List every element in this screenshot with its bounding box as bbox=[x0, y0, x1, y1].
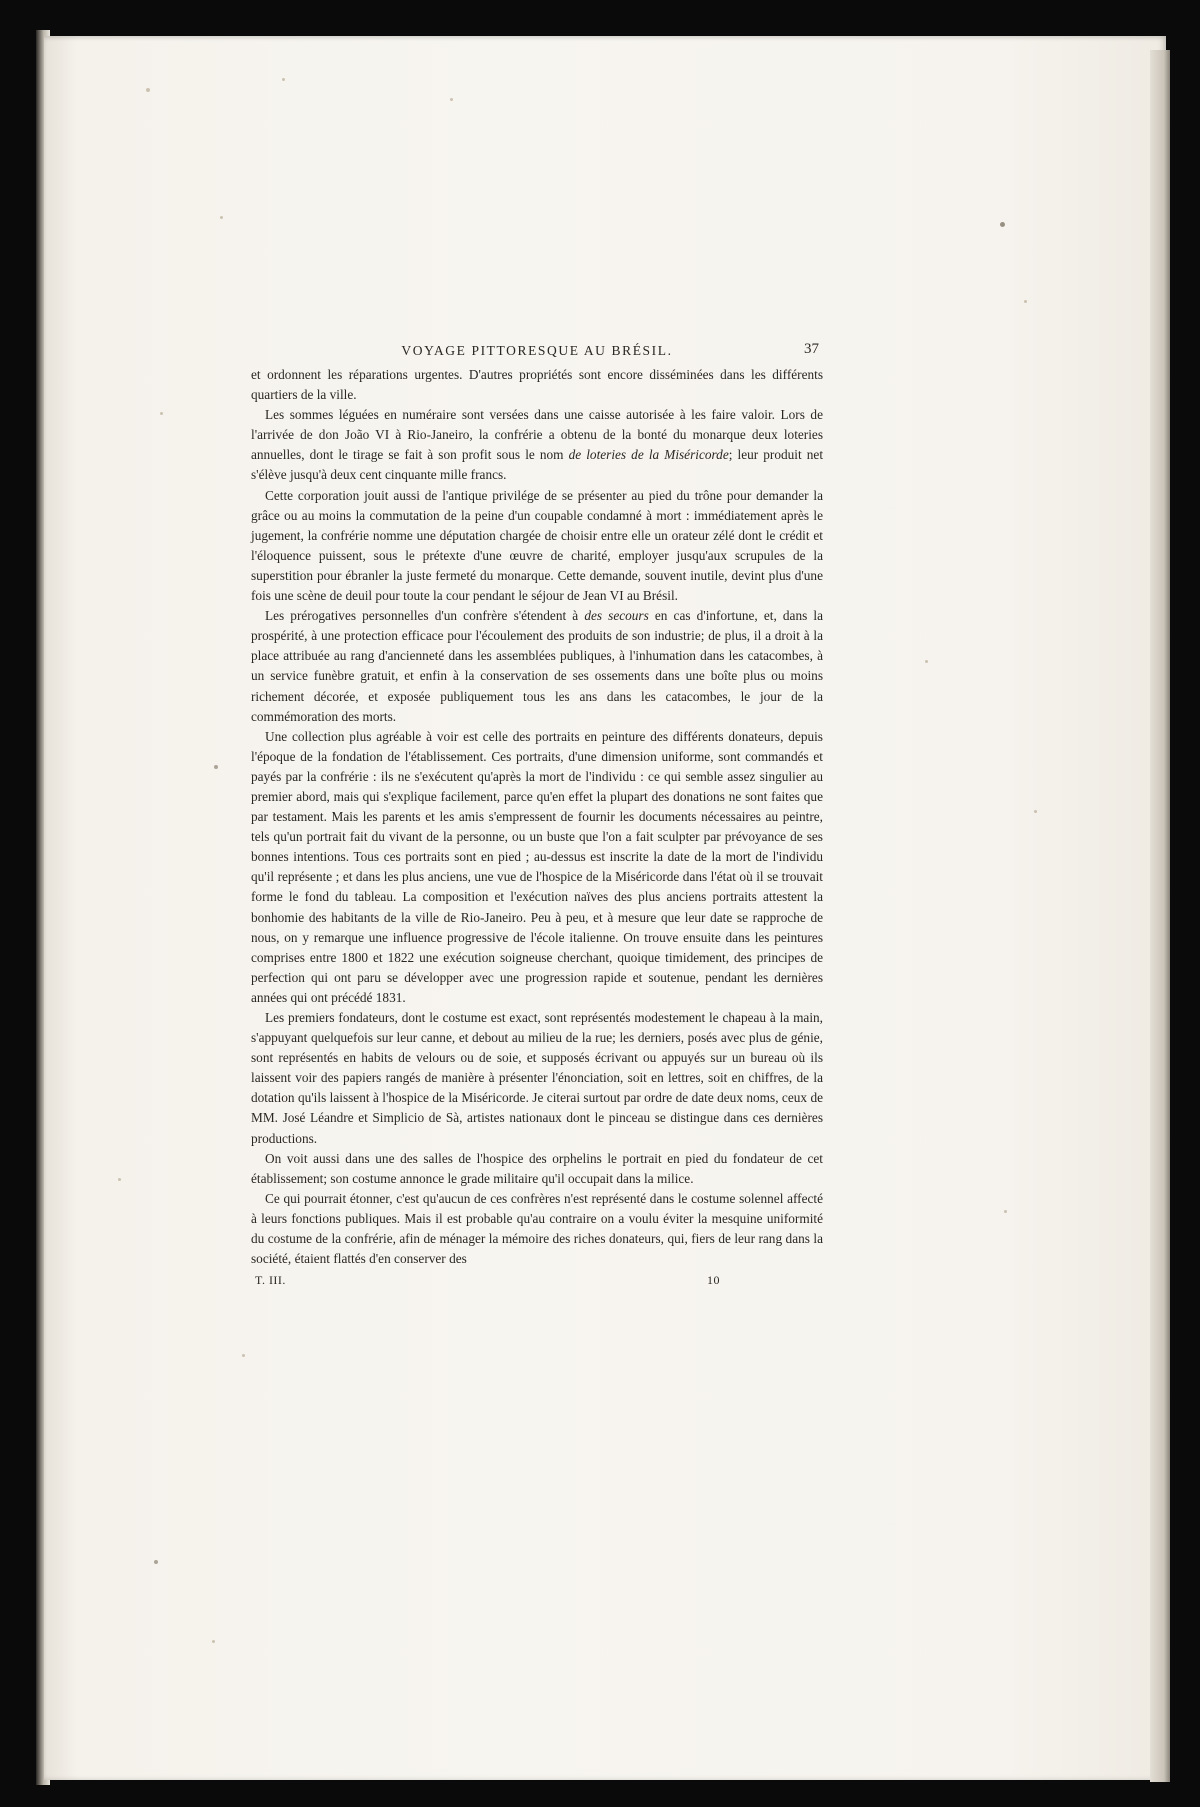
foxing-spot bbox=[1000, 222, 1005, 227]
paragraph bbox=[251, 365, 823, 405]
foxing-spot bbox=[160, 412, 163, 415]
foxing-spot bbox=[242, 1354, 245, 1357]
italic-phrase: des secours bbox=[584, 608, 649, 624]
gathering-signature: 10 bbox=[707, 1273, 720, 1288]
foxing-spot bbox=[154, 1560, 158, 1564]
paragraph bbox=[251, 405, 823, 485]
paragraph bbox=[251, 1189, 823, 1269]
paragraph bbox=[251, 1008, 823, 1149]
foxing-spot bbox=[212, 1640, 215, 1643]
page-fore-edge bbox=[1150, 50, 1170, 1782]
page-footer bbox=[251, 1273, 823, 1293]
paragraph bbox=[251, 606, 823, 727]
running-title: VOYAGE PITTORESQUE AU BRÉSIL. bbox=[401, 343, 673, 358]
paragraph-text: Ce qui pourrait étonner, c'est qu'aucun de ces confrères n'est représenté dans le costume solennel affecté à leurs fonctions publiques. Mais il est probable qu'au contraire on a voulu éviter la mesquine uniformité du costume de la confrérie, afin de ménager la mémoire des riches donateurs, qui, fiers de leur rang dans la société, étaient flattés d'en conserver des bbox=[251, 1190, 823, 1267]
running-head bbox=[251, 343, 823, 365]
text-block bbox=[251, 343, 823, 1293]
paragraph-text: Les sommes léguées en numéraire sont versées dans une caisse autorisée à les faire valoir. Lors de l'arrivée de don João VI à Rio-Janeiro, la confrérie a obtenu de la bonté du monarque deux loteries annuelles, dont le tirage se fait à son profit sous le nom bbox=[251, 407, 823, 463]
paragraph-text: On voit aussi dans une des salles de l'hospice des orphelins le portrait en pied du fondateur de cet établissement; son costume annonce le grade militaire qu'il occupait dans la milice. bbox=[251, 1150, 823, 1186]
paragraph-text: et ordonnent les réparations urgentes. D'autres propriétés sont encore disséminées dans les différents quartiers de la ville. bbox=[251, 367, 823, 403]
foxing-spot bbox=[282, 78, 285, 81]
foxing-spot bbox=[925, 660, 928, 663]
paragraph-text: en cas d'infortune, et, dans la prospérité, à une protection efficace pour l'écoulement des produits de son industrie; de plus, il a droit à la place attribuée au rang d'ancienneté dans les assemblées publiques, à l'inhumation dans les catacombes, à un service funèbre gratuit, et enfin à la conservation de ses ossements dans une boîte plus ou moins richement décorée, et exposée publiquement tous les ans dans les catacombes, le jour de la commémoration des morts. bbox=[251, 608, 823, 724]
paragraph-text: Une collection plus agréable à voir est celle des portraits en peinture des différents donateurs, depuis l'époque de la fondation de l'établissement. Ces portraits, d'une dimension uniforme, sont commandés et payés par la confrérie : ils ne s'exécutent qu'après la mort de l'individu : ce qui semble assez singulier au premier abord, mais qui s'explique facilement, parce qu'en effet la plupart des donations ne sont faites que par testament. Mais les parents et les amis s'empressent de fournir les documents nécessaires au peintre, tels qu'un portrait fait du vivant de la personne, ou un buste que l'on a fait sculpter par prévoyance de ses bonnes intentions. Tous ces portraits sont en pied ; au-dessus est inscrite la date de la mort de l'individu qu'il représente ; et dans les plus anciens, une vue de l'hospice de la Miséricorde dans l'état où il se trouvait forme le fond du tableau. La composition et l'exécution naïves des plus anciens portraits attestent la bonhomie des habitants de la ville de Rio-Janeiro. Peu à peu, et à mesure que leur date se rapproche de nous, on y remarque une influence progressive de l'école italienne. On trouve ensuite dans les peintures comprises entre 1800 et 1822 une exécution soigneuse cherchant, quoique timidement, des principes de perfection qui ont paru se développer avec une progression rapide et soutenue, pendant les dernières années qui ont précédé 1831. bbox=[251, 728, 823, 1005]
foxing-spot bbox=[1024, 300, 1027, 303]
foxing-spot bbox=[146, 88, 150, 92]
foxing-spot bbox=[1034, 810, 1037, 813]
foxing-spot bbox=[118, 1178, 121, 1181]
paragraph-text: Cette corporation jouit aussi de l'antique privilége de se présenter au pied du trône pour demander la grâce ou au moins la commutation de la peine d'un coupable condamné à mort : immédiatement après le jugement, la confrérie nomme une députation chargée de choisir entre elle un orateur zélé dont le crédit et l'éloquence puissent, sous le prétexte d'une œuvre de charité, employer jusqu'aux scrupules de la superstition pour ébranler la juste fermeté du monarque. Cette demande, souvent inutile, devint plus d'une fois une scène de deuil pour toute la cour pendant le séjour de Jean VI au Brésil. bbox=[251, 487, 823, 604]
italic-phrase: de loteries de la Miséricorde bbox=[568, 447, 729, 463]
paragraph bbox=[251, 1149, 823, 1189]
paragraph-text: ; leur produit net s'élève jusqu'à deux cent cinquante mille francs. bbox=[251, 447, 824, 483]
paragraph bbox=[251, 486, 823, 607]
foxing-spot bbox=[214, 765, 218, 769]
foxing-spot bbox=[1004, 1210, 1007, 1213]
paragraph bbox=[251, 727, 823, 1008]
foxing-spot bbox=[220, 216, 223, 219]
paragraph-text: Les premiers fondateurs, dont le costume est exact, sont représentés modestement le chapeau à la main, s'appuyant quelquefois sur leur canne, et debout au milieu de la rue; les derniers, posés avec plus de génie, sont représentés en habits de velours ou de soie, et supposés écrivant ou appuyés sur un bureau où ils laissent voir des papiers rangés de manière à présenter l'énonciation, soit en lettres, soit en chiffres, de la dotation qu'ils laissent à l'hospice de la Miséricorde. Je citerai surtout par ordre de date deux noms, ceux de MM. José Léandre et Simplicio de Sà, artistes nationaux dont le pinceau se distingue dans ces dernières productions. bbox=[251, 1010, 823, 1146]
paragraph-text: Les prérogatives personnelles d'un confrère s'étendent à bbox=[265, 608, 585, 624]
volume-signature: T. III. bbox=[255, 1273, 286, 1288]
foxing-spot bbox=[450, 98, 453, 101]
page-number: 37 bbox=[804, 341, 819, 357]
